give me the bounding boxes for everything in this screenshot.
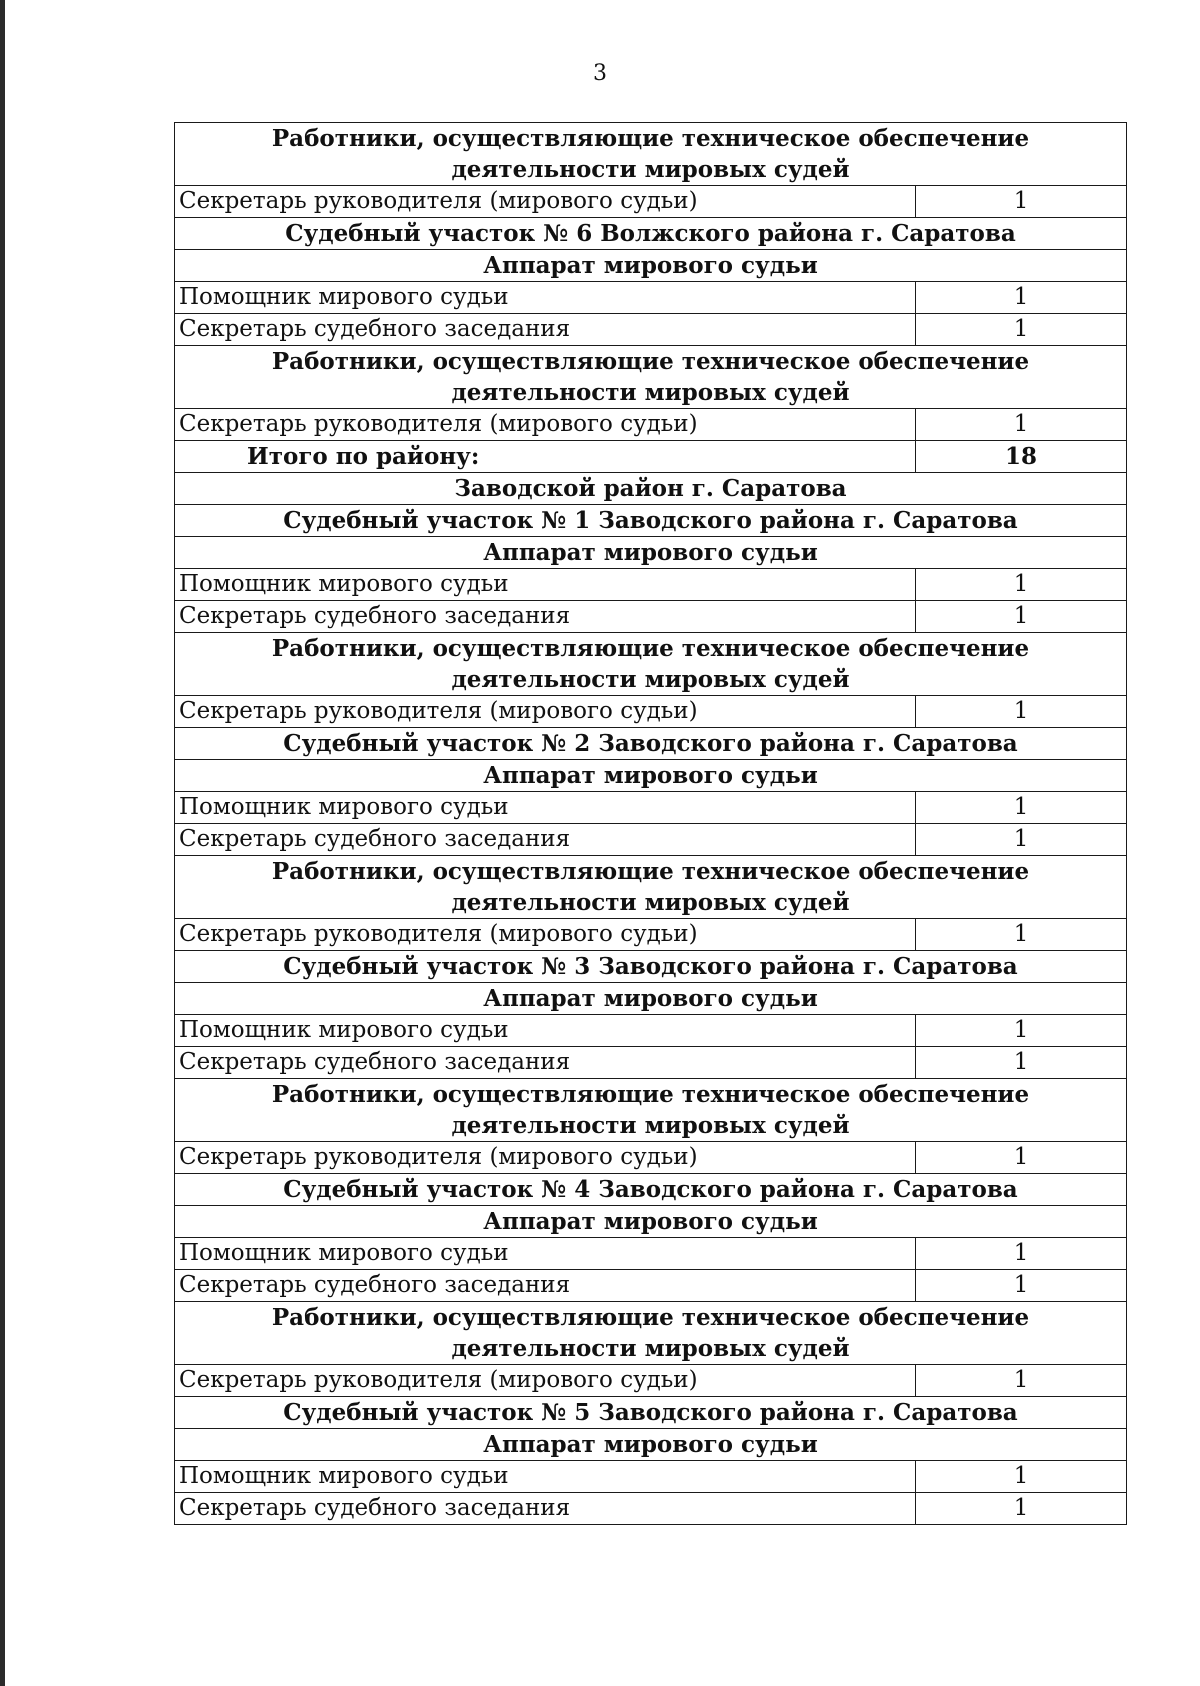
section-title: Судебный участок № 6 Волжского района г. Саратова (175, 218, 1127, 250)
position-count: 1 (916, 409, 1127, 441)
position-name: Секретарь судебного заседания (175, 601, 916, 633)
section-header-row (175, 1079, 1127, 1142)
section-header-row (175, 633, 1127, 696)
section-header-row (175, 505, 1127, 537)
section-header-row (175, 1174, 1127, 1206)
position-count: 1 (916, 824, 1127, 856)
position-count: 1 (916, 186, 1127, 218)
section-title: Судебный участок № 2 Заводского района г. Саратова (175, 728, 1127, 760)
position-count: 1 (916, 1238, 1127, 1270)
position-count: 1 (916, 601, 1127, 633)
position-count: 1 (916, 569, 1127, 601)
position-name: Помощник мирового судьи (175, 569, 916, 601)
position-row (175, 1047, 1127, 1079)
section-title: Работники, осуществляющие техническое обеспечение деятельности мировых судей (175, 346, 1127, 409)
position-count: 1 (916, 696, 1127, 728)
section-title: Работники, осуществляющие техническое обеспечение деятельности мировых судей (175, 123, 1127, 186)
section-title: Аппарат мирового судьи (175, 983, 1127, 1015)
position-name: Секретарь судебного заседания (175, 1047, 916, 1079)
position-name: Секретарь судебного заседания (175, 1270, 916, 1302)
section-title: Аппарат мирового судьи (175, 1429, 1127, 1461)
position-row (175, 792, 1127, 824)
position-row (175, 314, 1127, 346)
position-name: Помощник мирового судьи (175, 1461, 916, 1493)
staffing-table (174, 122, 1127, 1525)
position-name: Помощник мирового судьи (175, 282, 916, 314)
section-header-row (175, 473, 1127, 505)
position-name: Секретарь руководителя (мирового судьи) (175, 1365, 916, 1397)
section-title: Аппарат мирового судьи (175, 537, 1127, 569)
position-row (175, 824, 1127, 856)
section-header-row (175, 1397, 1127, 1429)
position-name: Секретарь руководителя (мирового судьи) (175, 696, 916, 728)
position-row (175, 1238, 1127, 1270)
total-label: Итого по району: (175, 441, 916, 473)
section-header-row (175, 856, 1127, 919)
total-count: 18 (916, 441, 1127, 473)
section-header-row (175, 346, 1127, 409)
page-number: 3 (593, 61, 607, 86)
section-title: Работники, осуществляющие техническое обеспечение деятельности мировых судей (175, 1079, 1127, 1142)
scan-edge (0, 0, 5, 1686)
position-row (175, 569, 1127, 601)
position-name: Помощник мирового судьи (175, 1015, 916, 1047)
section-header-row (175, 983, 1127, 1015)
position-name: Помощник мирового судьи (175, 1238, 916, 1270)
section-header-row (175, 537, 1127, 569)
position-count: 1 (916, 1047, 1127, 1079)
position-row (175, 1493, 1127, 1525)
position-count: 1 (916, 1142, 1127, 1174)
section-header-row (175, 728, 1127, 760)
section-title: Аппарат мирового судьи (175, 760, 1127, 792)
position-row (175, 919, 1127, 951)
section-title: Заводской район г. Саратова (175, 473, 1127, 505)
total-row (175, 441, 1127, 473)
section-header-row (175, 123, 1127, 186)
section-header-row (175, 1206, 1127, 1238)
position-count: 1 (916, 792, 1127, 824)
position-name: Секретарь руководителя (мирового судьи) (175, 1142, 916, 1174)
position-name: Секретарь руководителя (мирового судьи) (175, 919, 916, 951)
position-row (175, 1015, 1127, 1047)
position-row (175, 1365, 1127, 1397)
position-row (175, 186, 1127, 218)
position-row (175, 1270, 1127, 1302)
position-count: 1 (916, 1461, 1127, 1493)
section-header-row (175, 760, 1127, 792)
section-header-row (175, 951, 1127, 983)
position-name: Секретарь руководителя (мирового судьи) (175, 186, 916, 218)
section-header-row (175, 250, 1127, 282)
section-title: Аппарат мирового судьи (175, 250, 1127, 282)
position-count: 1 (916, 282, 1127, 314)
staffing-table-body (175, 123, 1127, 1525)
position-name: Секретарь судебного заседания (175, 824, 916, 856)
section-header-row (175, 1302, 1127, 1365)
section-title: Работники, осуществляющие техническое обеспечение деятельности мировых судей (175, 856, 1127, 919)
position-row (175, 409, 1127, 441)
position-row (175, 601, 1127, 633)
section-title: Работники, осуществляющие техническое обеспечение деятельности мировых судей (175, 1302, 1127, 1365)
section-title: Работники, осуществляющие техническое обеспечение деятельности мировых судей (175, 633, 1127, 696)
position-count: 1 (916, 1015, 1127, 1047)
position-count: 1 (916, 919, 1127, 951)
position-count: 1 (916, 1270, 1127, 1302)
section-title: Судебный участок № 5 Заводского района г. Саратова (175, 1397, 1127, 1429)
position-row (175, 282, 1127, 314)
section-title: Судебный участок № 1 Заводского района г. Саратова (175, 505, 1127, 537)
position-name: Секретарь руководителя (мирового судьи) (175, 409, 916, 441)
position-count: 1 (916, 314, 1127, 346)
position-count: 1 (916, 1493, 1127, 1525)
section-title: Судебный участок № 3 Заводского района г. Саратова (175, 951, 1127, 983)
position-name: Секретарь судебного заседания (175, 1493, 916, 1525)
position-row (175, 1461, 1127, 1493)
position-name: Секретарь судебного заседания (175, 314, 916, 346)
position-row (175, 1142, 1127, 1174)
section-header-row (175, 1429, 1127, 1461)
section-header-row (175, 218, 1127, 250)
section-title: Судебный участок № 4 Заводского района г. Саратова (175, 1174, 1127, 1206)
position-count: 1 (916, 1365, 1127, 1397)
position-name: Помощник мирового судьи (175, 792, 916, 824)
position-row (175, 696, 1127, 728)
section-title: Аппарат мирового судьи (175, 1206, 1127, 1238)
